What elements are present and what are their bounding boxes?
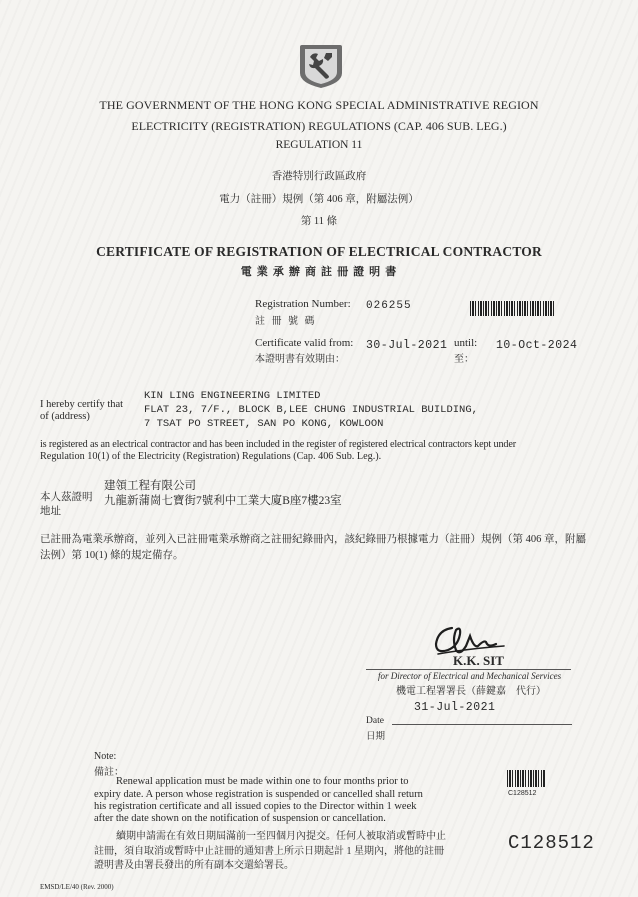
- company-address-zh: 九龍新蒲崗七寶街7號利中工業大廈B座7樓23室: [104, 495, 342, 507]
- header-zh-1: 香港特別行政區政府: [271, 171, 367, 182]
- address-label: of (address): [40, 411, 90, 422]
- until-label-zh: 至：: [454, 354, 474, 365]
- note-zh-2: 註冊，須自取消或暫時中止註冊的通知書上所示日期起計 1 星期內，將他的註冊: [94, 846, 444, 857]
- header-line-2: ELECTRICITY (REGISTRATION) REGULATIONS (CAP. 406 SUB. LEG.): [131, 119, 507, 133]
- note-en-4: after the date shown on the notification of suspension or cancellation.: [94, 813, 386, 824]
- signature-date: 31-Jul-2021: [414, 701, 496, 714]
- form-code: EMSD/LE/40 (Rev. 2000): [40, 883, 114, 891]
- signatory-for-zh: 機電工程署署長（薛鍵嘉 代行）: [396, 686, 546, 697]
- emsd-wrench-logo-icon: [298, 43, 344, 89]
- until-date: 10-Oct-2024: [496, 339, 578, 352]
- valid-from-label: Certificate valid from:: [255, 337, 354, 349]
- address-label-zh: 地址: [40, 506, 61, 517]
- header-zh-2: 電力（註冊）規例（第 406 章，附屬法例）: [219, 194, 419, 205]
- company-name-zh: 建領工程有限公司: [104, 480, 196, 492]
- company-name-en: KIN LING ENGINEERING LIMITED: [144, 390, 321, 402]
- serial-barcode: [507, 770, 545, 787]
- certify-label: I hereby certify that: [40, 399, 124, 410]
- company-address-en-1: FLAT 23, 7/F., BLOCK B,LEE CHUNG INDUSTRIAL BUILDING,: [144, 404, 478, 416]
- until-label: until:: [454, 337, 478, 349]
- company-address-en-2: 7 TSAT PO STREET, SAN PO KONG, KOWLOON: [144, 418, 384, 430]
- signatory-for-en: for Director of Electrical and Mechanical Services: [378, 671, 562, 681]
- valid-from-label-zh: 本證明書有效期由：: [255, 354, 345, 365]
- note-en-1: Renewal application must be made within one to four months prior to: [116, 776, 409, 787]
- statement-zh-1: 已註冊為電業承辦商，並列入已註冊電業承辦商之註冊紀錄冊內，該紀錄冊乃根據電力（註冊）規例（第 406 章，附屬: [40, 534, 586, 545]
- header-zh-3: 第 11 條: [300, 216, 338, 227]
- registration-number-label-zh: 註 冊 號 碼: [255, 316, 317, 327]
- note-en-3: his registration certificate and all issued copies to the Director within 1 week: [94, 801, 417, 812]
- registration-barcode: [470, 301, 556, 316]
- signatory-name: K.K. SIT: [453, 653, 504, 668]
- header-line-1: THE GOVERNMENT OF THE HONG KONG SPECIAL ADMINISTRATIVE REGION: [99, 98, 539, 112]
- statement-zh-2: 法例）第 10(1) 條的規定備存。: [40, 550, 184, 561]
- date-line: [392, 724, 572, 725]
- note-label: Note:: [94, 751, 117, 762]
- signature-line: [366, 669, 571, 670]
- serial-number-small: C128512: [508, 790, 537, 797]
- date-label-zh: 日期: [366, 732, 386, 742]
- note-en-2: expiry date. A person whose registration is suspended or cancelled shall return: [94, 789, 423, 800]
- statement-en-1: is registered as an electrical contractor and has been included in the register of registered electrical contractors kept under: [40, 439, 516, 450]
- certificate-title: CERTIFICATE OF REGISTRATION OF ELECTRICAL CONTRACTOR: [96, 244, 542, 259]
- registration-number: 026255: [366, 300, 412, 312]
- certify-label-zh: 本人茲證明: [40, 492, 93, 503]
- serial-number-large: C128512: [508, 832, 595, 854]
- statement-en-2: Regulation 10(1) of the Electricity (Registration) Regulations (Cap. 406 Sub. Leg.).: [40, 451, 382, 462]
- header-line-3: REGULATION 11: [275, 139, 363, 151]
- registration-number-label: Registration Number:: [255, 298, 351, 310]
- note-zh-1: 續期申請需在有效日期屆滿前一至四個月內提交。任何人被取消或暫時中止: [116, 831, 446, 842]
- valid-from-date: 30-Jul-2021: [366, 339, 448, 352]
- note-zh-3: 證明書及由署長發出的所有副本交還給署長。: [94, 860, 294, 871]
- certificate-title-zh: 電 業 承 辦 商 註 冊 證 明 書: [240, 266, 398, 278]
- note-label-zh: 備註：: [94, 767, 124, 778]
- date-label: Date: [366, 716, 384, 726]
